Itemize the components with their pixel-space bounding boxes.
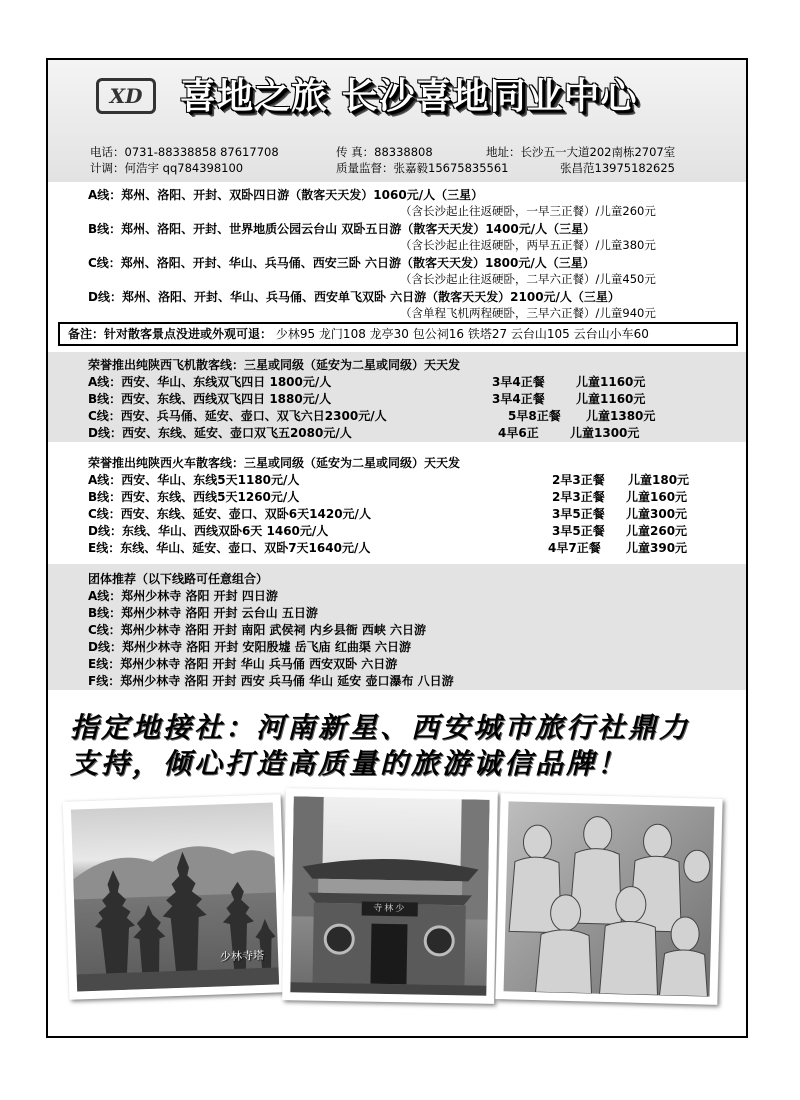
flight-row-d-meal: 4早6正: [498, 426, 539, 440]
temple-sign: 寺林少: [373, 903, 407, 915]
flight-row-c: C线：西安、兵马俑、延安、壶口、双飞六日2300元/人: [88, 409, 387, 423]
train-row-d-meal: 3早5正餐: [552, 524, 605, 538]
train-row-c: C线：西安、东线、延安、壶口、双卧6天1420元/人: [88, 507, 371, 521]
train-heading: 荣誉推出纯陕西火车散客线：三星或同级（延安为二星或同级）天天发: [88, 456, 461, 470]
group-section: [48, 564, 746, 690]
flight-row-b: B线：西安、东线、西线双飞四日 1880元/人: [88, 392, 332, 406]
flight-row-c-child: 儿童1380元: [586, 409, 656, 423]
group-row-a: A线：郑州少林寺 洛阳 开封 四日游: [88, 589, 278, 603]
flight-row-d-child: 儿童1300元: [570, 426, 640, 440]
company-logo: XD: [96, 78, 156, 114]
flight-row-a: A线：西安、华山、东线双飞四日 1800元/人: [88, 375, 332, 389]
train-row-c-child: 儿童300元: [626, 507, 688, 521]
train-row-a-child: 儿童180元: [628, 473, 690, 487]
train-section: [48, 452, 746, 556]
group-row-c: C线：郑州少林寺 洛阳 开封 南阳 武侯祠 内乡县衙 西峡 六日游: [88, 623, 427, 637]
remark-text: 少林95 龙门108 龙亭30 包公祠16 铁塔27 云台山105 云台山小车60: [275, 327, 649, 341]
supervision-text: 质量监督：张嘉毅15675835561: [336, 161, 509, 175]
fax-text: 传 真：88338808: [336, 145, 433, 159]
pagoda-forest-photo: [63, 794, 288, 999]
group-row-e: E线：郑州少林寺 洛阳 开封 华山 兵马俑 西安双卧 六日游: [88, 657, 398, 671]
group-row-b: B线：郑州少林寺 洛阳 开封 云台山 五日游: [88, 606, 318, 620]
route-a-note: （含长沙起止往返硬卧，一早三正餐）/儿童260元: [400, 204, 656, 218]
phone-text: 电话：0731-88338858 87617708: [90, 145, 279, 159]
dispatch-text: 计调：何浩宇 qq784398100: [90, 161, 244, 175]
train-row-b: B线：西安、东线、西线5天1260元/人: [88, 490, 300, 504]
route-b: B线：郑州、洛阳、开封、世界地质公园云台山 双卧五日游（散客天天发）1400元/人（三星）: [88, 222, 596, 236]
remark-bar: [58, 322, 738, 346]
train-row-a: A线：西安、华山、东线5天1180元/人: [88, 473, 300, 487]
route-d: D线：郑州、洛阳、开封、华山、兵马俑、西安单飞双卧 六日游（散客天天发）2100元/人（三星）: [88, 290, 620, 304]
train-row-e: E线：东线、华山、延安、壶口、双卧7天1640元/人: [88, 541, 371, 555]
flight-row-a-meal: 3早4正餐: [492, 375, 545, 389]
route-c-note: （含长沙起止往返硬卧，二早六正餐）/儿童450元: [400, 272, 656, 286]
train-row-b-child: 儿童160元: [626, 490, 688, 504]
flight-row-c-meal: 5早8正餐: [508, 409, 561, 423]
warriors-icon: [504, 801, 715, 996]
train-row-e-child: 儿童390元: [626, 541, 688, 555]
train-row-e-meal: 4早7正餐: [548, 541, 601, 555]
route-d-note: （含单程飞机两程硬卧，三早六正餐）/儿童940元: [400, 306, 656, 320]
flight-row-b-child: 儿童1160元: [576, 392, 646, 406]
flight-row-a-child: 儿童1160元: [576, 375, 646, 389]
poster-frame: [46, 58, 748, 1038]
route-c: C线：郑州、洛阳、开封、华山、兵马俑、西安三卧 六日游（散客天天发）1800元/人（三星）: [88, 256, 595, 270]
flight-heading: 荣誉推出纯陕西飞机散客线：三星或同级（延安为二星或同级）天天发: [88, 358, 461, 372]
temple-icon: [290, 796, 489, 995]
slogan-line-2: 支持，倾心打造高质量的旅游诚信品牌！: [70, 747, 629, 780]
slogan-line-1: 指定地接社：河南新星、西安城市旅行社鼎力: [70, 711, 691, 744]
train-row-b-meal: 2早3正餐: [552, 490, 605, 504]
remark-label: 备注：针对散客景点没进或外观可退：: [68, 327, 273, 341]
train-row-d-child: 儿童260元: [626, 524, 688, 538]
shaolin-temple-photo: [282, 788, 498, 1004]
flight-row-d: D线：西安、东线、延安、壶口双飞五2080元/人: [88, 426, 352, 440]
group-heading: 团体推荐（以下线路可任意组合）: [88, 572, 269, 586]
terracotta-warriors-photo: [495, 793, 722, 1005]
train-row-d: D线：东线、华山、西线双卧6天 1460元/人: [88, 524, 329, 538]
train-row-a-meal: 2早3正餐: [552, 473, 605, 487]
flight-row-b-meal: 3早4正餐: [492, 392, 545, 406]
photo-caption: 少林寺塔: [219, 948, 265, 964]
address-text: 地址：长沙五一大道202南栋2707室: [486, 145, 676, 159]
route-a: A线：郑州、洛阳、开封、双卧四日游（散客天天发）1060元/人（三星）: [88, 188, 484, 202]
train-row-c-meal: 3早5正餐: [552, 507, 605, 521]
group-row-d: D线：郑州少林寺 洛阳 开封 安阳殷墟 岳飞庙 红曲渠 六日游: [88, 640, 412, 654]
supervision-text-2: 张昌范13975182625: [560, 161, 675, 175]
header: [48, 60, 746, 182]
group-row-f: F线：郑州少林寺 洛阳 开封 西安 兵马俑 华山 延安 壶口瀑布 八日游: [88, 674, 454, 688]
flight-section: [48, 352, 746, 442]
route-b-note: （含长沙起止往返硬卧，两早五正餐）/儿童380元: [400, 238, 656, 252]
page-title: 喜地之旅 长沙喜地同业中心: [180, 76, 638, 117]
